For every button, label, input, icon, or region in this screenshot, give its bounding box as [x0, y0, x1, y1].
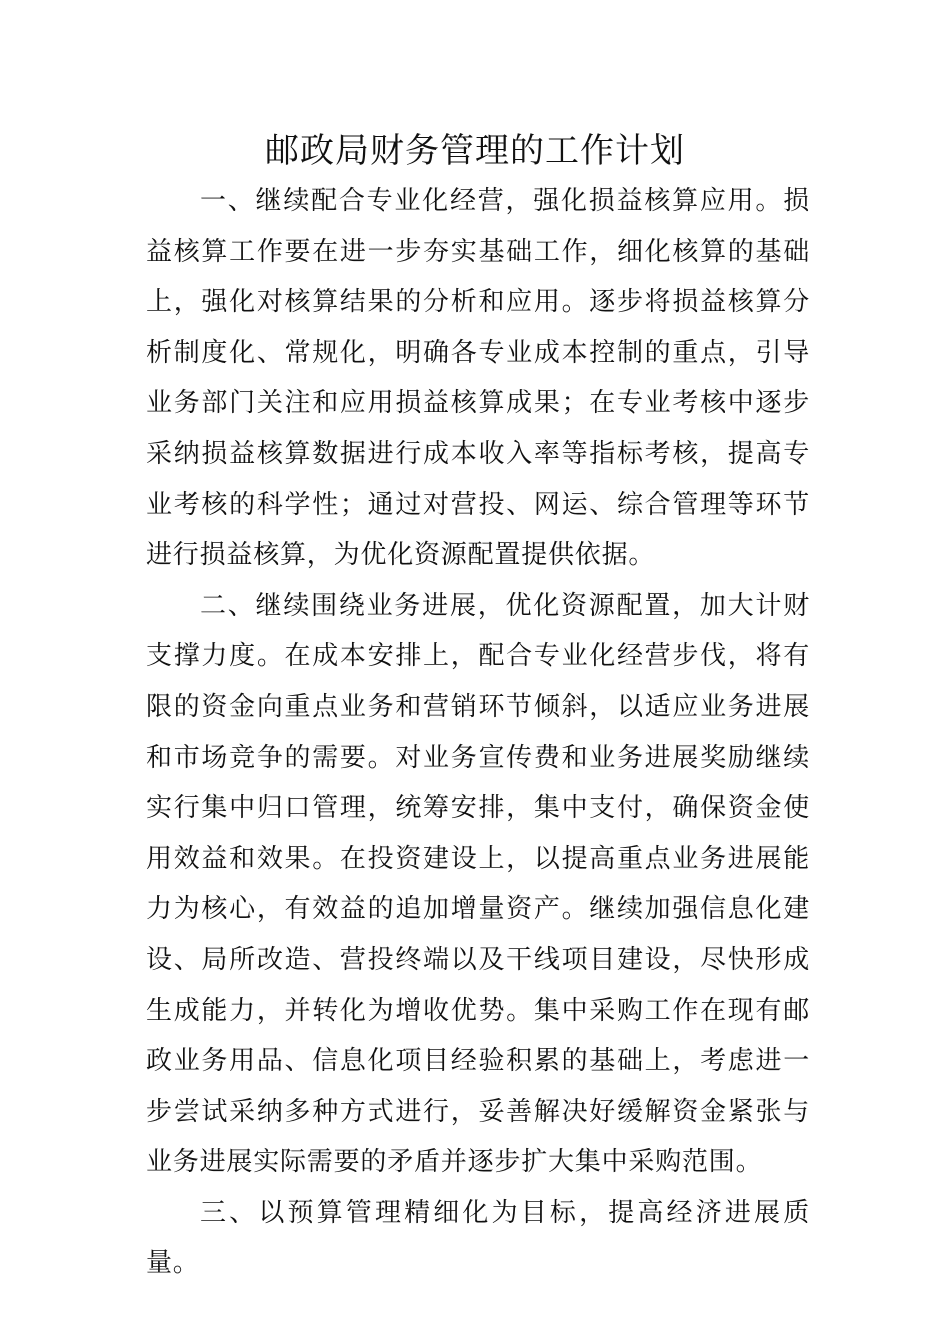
paragraph-1: 一、继续配合专业化经营，强化损益核算应用。损益核算工作要在进一步夯实基础工作，细化核算的基础上，强化对核算结果的分析和应用。逐步将损益核算分析制度化、常规化，明确各专业成本控制的重点，引导业务部门关注和应用损益核算成果；在专业考核中逐步采纳损益核算数据进行成本收入率等指标考核，提高专业考核的科学性；通过对营投、网运、综合管理等环节进行损益核算，为优化资源配置提供依据。	[146, 186, 810, 571]
document-title: 邮政局财务管理的工作计划	[265, 131, 685, 171]
document-body	[146, 176, 810, 1289]
paragraph-2: 二、继续围绕业务进展，优化资源配置，加大计财支撑力度。在成本安排上，配合专业化经营步伐，将有限的资金向重点业务和营销环节倾斜，以适应业务进展和市场竞争的需要。对业务宣传费和业务进展奖励继续实行集中归口管理，统筹安排，集中支付，确保资金使用效益和效果。在投资建设上，以提高重点业务进展能力为核心，有效益的追加增量资产。继续加强信息化建设、局所改造、营投终端以及干线项目建设，尽快形成生成能力，并转化为增收优势。集中采购工作在现有邮政业务用品、信息化项目经验积累的基础上，考虑进一步尝试采纳多种方式进行，妥善解决好缓解资金紧张与业务进展实际需要的矛盾并逐步扩大集中采购范围。	[146, 590, 810, 1178]
paragraph-3: 三、以预算管理精细化为目标，提高经济进展质量。	[146, 1197, 810, 1279]
